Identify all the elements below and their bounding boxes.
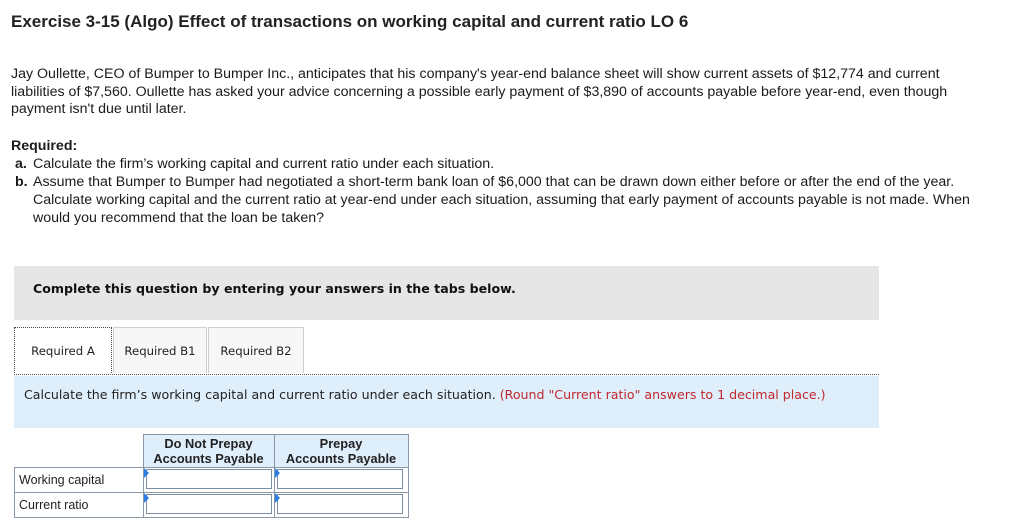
tab-required-b1[interactable]: Required B1 <box>113 327 207 373</box>
required-heading: Required: <box>11 138 78 154</box>
tab-required-a[interactable]: Required A <box>14 327 112 373</box>
header-line: Prepay <box>319 436 363 451</box>
table-row <box>15 468 409 493</box>
required-item-b <box>11 173 986 227</box>
problem-intro: Jay Oullette, CEO of Bumper to Bumper Inc., anticipates that his company's year-end balance sheet will show current assets of $12,774 and current liabilities of $7,560. Oullette has asked your advice concerning a possible early payment of $3,890 of accounts payable before year-end, even though payment isn't due until later. <box>11 66 948 117</box>
instructions-banner <box>14 266 879 320</box>
answer-table <box>14 434 409 518</box>
required-item-a <box>11 155 986 173</box>
input-flag-icon <box>144 468 149 478</box>
instruction-panel <box>14 376 879 428</box>
current-ratio-prepay-input[interactable] <box>277 494 403 514</box>
row-label-current-ratio: Current ratio <box>15 493 144 518</box>
header-blank <box>15 435 144 468</box>
answer-cell <box>274 493 408 518</box>
answer-cell <box>143 493 274 518</box>
instruction-text <box>24 387 834 403</box>
working-capital-prepay-input[interactable] <box>277 469 403 489</box>
header-prepay <box>274 435 408 468</box>
table-header-row <box>15 435 409 468</box>
tab-required-b2[interactable]: Required B2 <box>208 327 304 373</box>
banner-text: Complete this question by entering your answers in the tabs below. <box>33 281 516 296</box>
working-capital-no-prepay-input[interactable] <box>146 469 272 489</box>
current-ratio-no-prepay-input[interactable] <box>146 494 272 514</box>
header-line: Accounts Payable <box>153 451 264 466</box>
input-flag-icon <box>275 493 280 503</box>
answer-cell <box>143 468 274 493</box>
header-line: Do Not Prepay <box>164 436 253 451</box>
tab-divider <box>14 374 879 375</box>
instruction-main: Calculate the firm’s working capital and current ratio under each situation. <box>24 387 496 402</box>
row-label-working-capital: Working capital <box>15 468 144 493</box>
input-flag-icon <box>275 468 280 478</box>
table-row <box>15 493 409 518</box>
tab-bar <box>14 327 879 375</box>
required-item-mark: a. <box>15 156 27 172</box>
required-item-mark: b. <box>15 174 28 190</box>
required-section <box>11 137 986 227</box>
required-item-text: Assume that Bumper to Bumper had negotiated a short-term bank loan of $6,000 that can be drawn down either before or after the end of the year. Calculate working capital and the current ratio at year-end under each situation, assuming that early payment of accounts payable is not made. When would you recommend that the loan be taken? <box>33 174 970 226</box>
exercise-title: Exercise 3-15 (Algo) Effect of transactions on working capital and current ratio LO 6 <box>11 12 689 31</box>
header-line: Accounts Payable <box>285 451 397 466</box>
header-do-not-prepay <box>143 435 274 468</box>
answer-cell <box>274 468 408 493</box>
required-item-text: Calculate the firm’s working capital and current ratio under each situation. <box>33 156 495 172</box>
rounding-note: (Round "Current ratio" answers to 1 decimal place.) <box>499 387 826 402</box>
input-flag-icon <box>144 493 149 503</box>
